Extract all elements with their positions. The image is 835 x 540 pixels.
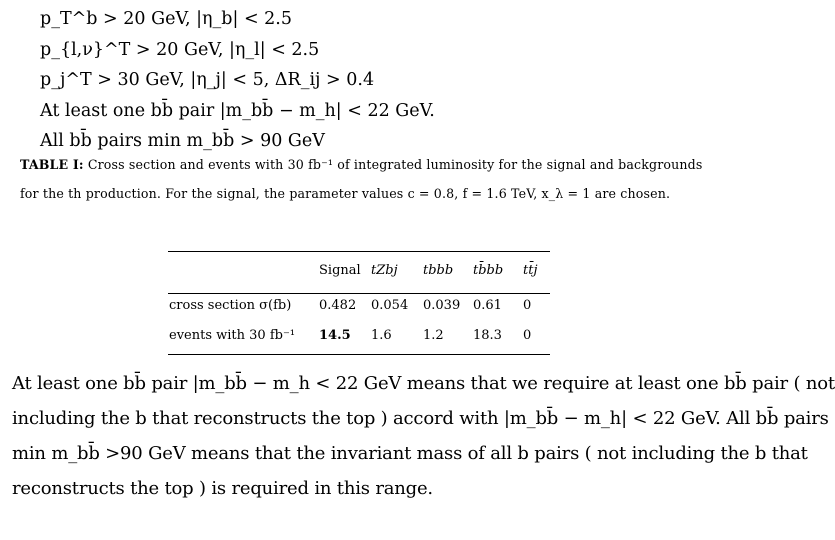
kinematic-cuts-list bbox=[40, 4, 700, 157]
table-cell: 0 bbox=[523, 327, 532, 343]
table-cell: 1.6 bbox=[371, 327, 392, 343]
cross-section-table bbox=[168, 250, 550, 350]
explanation-line: min m_bb̄ >90 GeV means that the invariant mass of all b pairs ( not including the b that bbox=[12, 443, 808, 464]
row-label: events with 30 fb⁻¹ bbox=[169, 327, 296, 343]
table-caption bbox=[20, 150, 710, 208]
table-row bbox=[168, 290, 550, 320]
cut-line: p_j^T > 30 GeV, |η_j| < 5, ΔR_ij > 0.4 bbox=[40, 70, 375, 90]
row-label: cross section σ(fb) bbox=[169, 297, 292, 313]
table-bottom-rule bbox=[168, 354, 550, 355]
table-cell: 0.039 bbox=[423, 297, 461, 313]
explanation-line: At least one bb̄ pair |m_bb̄ − m_h < 22 GeV means that we require at least one bb̄ pair ( not bbox=[12, 373, 835, 394]
table-cell: 1.2 bbox=[423, 327, 444, 343]
header-cell: tZbj bbox=[371, 262, 398, 278]
header-cell: tbbb bbox=[423, 262, 454, 278]
cut-line: All bb̄ pairs min m_bb̄ > 90 GeV bbox=[40, 131, 325, 151]
table-header-row bbox=[168, 250, 550, 290]
header-cell: tt̄j bbox=[523, 262, 538, 278]
table-cell: 0.61 bbox=[473, 297, 502, 313]
table-cell: 18.3 bbox=[473, 327, 502, 343]
header-cell: tb̄bb bbox=[473, 262, 504, 278]
cut-line: p_T^b > 20 GeV, |η_b| < 2.5 bbox=[40, 9, 292, 29]
table-cell: 0.054 bbox=[371, 297, 409, 313]
table-cell: 0.482 bbox=[319, 297, 357, 313]
cut-line: At least one bb̄ pair |m_bb̄ − m_h| < 22 GeV. bbox=[40, 100, 435, 121]
explanation-line: including the b that reconstructs the top ) accord with |m_bb̄ − m_h| < 22 GeV. All bb̄ pairs bbox=[12, 408, 829, 429]
header-cell: Signal bbox=[319, 262, 361, 278]
table-row bbox=[168, 320, 550, 350]
caption-label: TABLE I: bbox=[20, 157, 84, 172]
cut-line: p_{l,ν}^T > 20 GeV, |η_l| < 2.5 bbox=[40, 39, 320, 60]
explanation-line: reconstructs the top ) is required in this range. bbox=[12, 478, 433, 499]
header-cell bbox=[168, 250, 318, 290]
table-cell: 0 bbox=[523, 297, 532, 313]
table-cell: 14.5 bbox=[319, 327, 351, 343]
explanation-paragraph bbox=[12, 366, 835, 506]
caption-text: Cross section and events with 30 fb⁻¹ of integrated luminosity for the signal and backgrounds for the th production. For the signal, the parameter values c = 0.8, f = 1.6 TeV, x_λ = 1 are chosen. bbox=[20, 157, 703, 201]
